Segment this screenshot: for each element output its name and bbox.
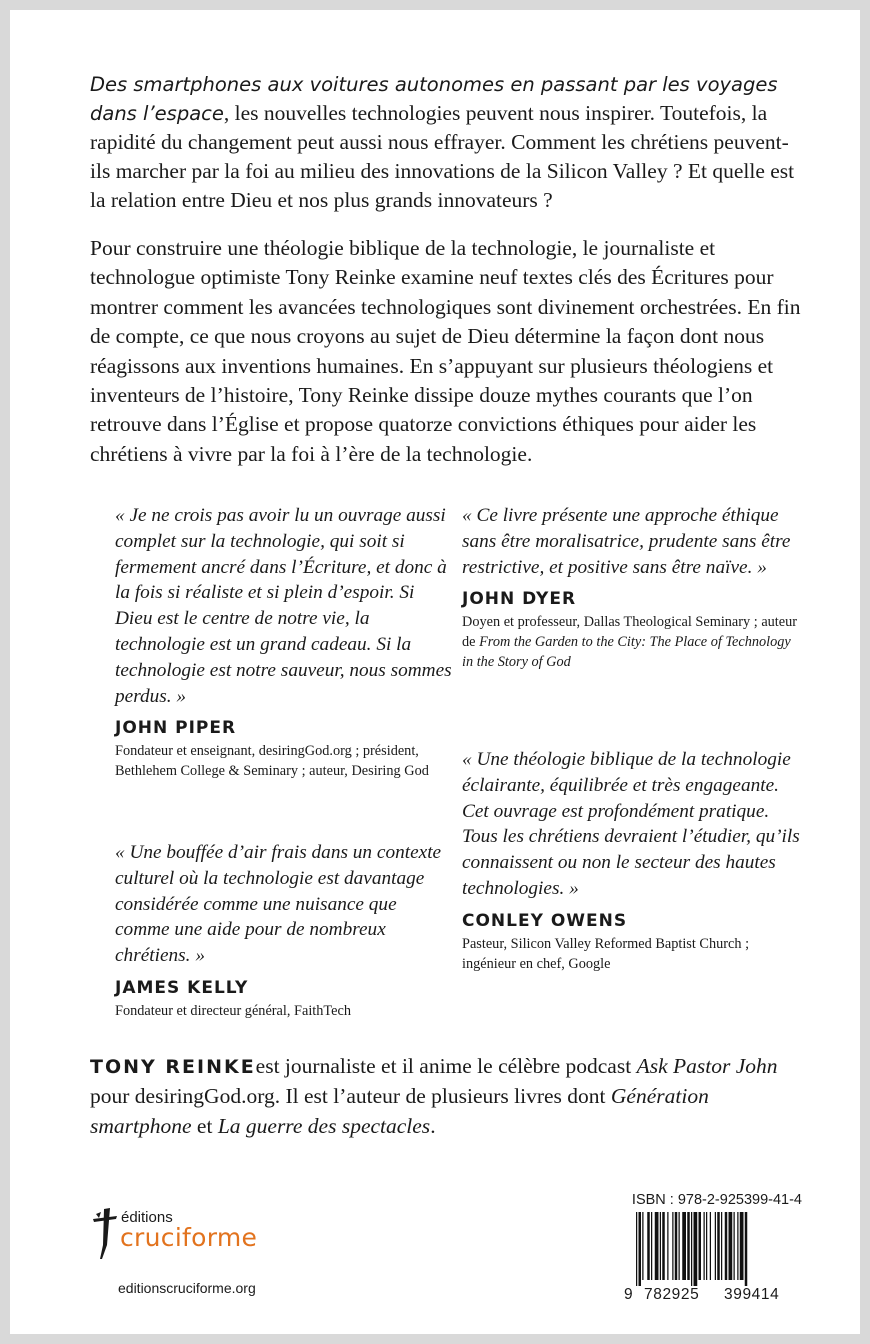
- barcode-bar: [682, 1212, 686, 1280]
- author-bio: [90, 1052, 802, 1141]
- barcode-bar: [734, 1212, 735, 1280]
- quote-role: Pasteur, Silicon Valley Reformed Baptist Church ; ingénieur en chef, Google: [462, 935, 750, 972]
- barcode-bar: [737, 1212, 738, 1280]
- isbn-label: ISBN : 978-2-925399-41-4: [631, 1192, 802, 1208]
- barcode-bar: [699, 1212, 702, 1280]
- barcode-digit-first: 9: [624, 1286, 633, 1303]
- role-prefix: Doyen et professeur, Dallas Theological Seminary ; auteur de: [462, 614, 798, 651]
- logo-brand-text: cruciforme: [120, 1223, 258, 1252]
- barcode-bar: [687, 1212, 690, 1280]
- book-title: Ask Pastor John: [636, 1054, 778, 1078]
- barcode-bar: [636, 1212, 637, 1286]
- publisher-logo: [90, 1205, 350, 1265]
- quote-role: Fondateur et directeur général, FaithTech: [115, 1002, 351, 1019]
- author-name: TONY REINKE: [90, 1056, 256, 1078]
- barcode-bar: [745, 1212, 748, 1286]
- barcode-bar: [662, 1212, 665, 1280]
- barcode-bar: [651, 1212, 652, 1280]
- quote-owens: [462, 747, 802, 974]
- barcode-bar: [740, 1212, 744, 1280]
- barcode-bar: [642, 1212, 643, 1280]
- barcode-bar: [694, 1212, 698, 1286]
- barcode-bar: [704, 1212, 705, 1280]
- quote-dyer: [462, 503, 802, 673]
- barcode-bar: [679, 1212, 680, 1280]
- intro-lead: Des smartphones aux voitures autonomes en passant par les voyages dans l’espace: [90, 73, 778, 125]
- barcode-bar: [675, 1212, 678, 1280]
- barcode-digits-right: 399414: [724, 1286, 780, 1303]
- bio-text: .: [430, 1113, 436, 1138]
- intro-paragraph: [90, 70, 802, 215]
- quote-text: « Une théologie biblique de la technologie éclairante, équilibrée et très engageante. Cet ouvrage est profondément pratique. Tous les chrétiens devraient l’étudier, qu’ils connaissent ou non le secteur des hautes technologies. »: [462, 749, 800, 899]
- quote-role: [462, 613, 802, 672]
- quote-text: « Une bouffée d’air frais dans un contexte culturel où la technologie est davantage considérée comme une nuisance que comme une aide pour de nombreux chrétiens. »: [115, 842, 442, 967]
- quote-author: JAMES KELLY: [115, 977, 249, 998]
- barcode-bar: [729, 1212, 733, 1280]
- quote-author: JOHN PIPER: [115, 718, 237, 739]
- barcode-icon: [624, 1212, 802, 1286]
- barcode-bar: [710, 1212, 711, 1280]
- barcode-bar: [715, 1212, 716, 1280]
- barcode-bar: [725, 1212, 728, 1280]
- bio-text: est journaliste et il anime le célèbre podcast: [255, 1054, 637, 1078]
- barcode-bar: [672, 1212, 673, 1280]
- barcode-area: [624, 1192, 802, 1308]
- intro-rest: , les nouvelles technologies peuvent nous inspirer. Toutefois, la rapidité du changement peut aussi nous effrayer. Comment les chrétiens peuvent-ils marcher par la foi au milieu des innovations de la Silicon Valley ? Et quelle est la relation entre Dieu et nos plus grands innovateurs ?: [90, 101, 795, 212]
- quote-role: Fondateur et enseignant, desiringGod.org ; président, Bethlehem College & Seminary ; auteur, Desiring God: [115, 743, 429, 780]
- barcode-bar: [706, 1212, 707, 1280]
- quote-author: CONLEY OWENS: [462, 910, 628, 931]
- book-title: Génération smartphone: [90, 1084, 709, 1138]
- quote-text: « Ce livre présente une approche éthique sans être moralisatrice, prudente sans être restrictive, et positive sans être naïve. »: [462, 505, 791, 578]
- barcode-bar: [647, 1212, 650, 1280]
- bio-text: pour desiringGod.org. Il est l’auteur de plusieurs livres dont: [90, 1084, 611, 1109]
- cross-mark-icon: [90, 1205, 120, 1261]
- barcode-digits-left: 782925: [644, 1286, 700, 1303]
- barcode-bar: [721, 1212, 722, 1280]
- book-title: La guerre des spectacles: [217, 1113, 431, 1138]
- bio-text: et: [191, 1113, 218, 1138]
- publisher-website: editionscruciforme.org: [118, 1280, 256, 1296]
- barcode-bar: [655, 1212, 659, 1280]
- barcode-bar: [667, 1212, 668, 1280]
- quote-text: « Je ne crois pas avoir lu un ouvrage aussi complet sur la technologie, qui soit si fermement ancré dans l’Écriture, et donc à la fois si réaliste et si plein d’espoir. Si Dieu est le centre de notre vie, la technologie est un grand cadeau. Si la technologie est notre sauveur, nous sommes perdus. »: [115, 505, 452, 707]
- quote-kelly: [115, 840, 455, 1022]
- barcode-bar: [691, 1212, 692, 1286]
- barcode-bar: [639, 1212, 642, 1286]
- quote-piper: [115, 503, 455, 782]
- barcode-bar: [660, 1212, 661, 1280]
- quote-author: JOHN DYER: [462, 589, 577, 610]
- back-cover: [10, 10, 860, 1334]
- logo-editions-text: éditions: [121, 1209, 173, 1226]
- description-paragraph: Pour construire une théologie biblique de la technologie, le journaliste et technologue optimiste Tony Reinke examine neuf textes clés des Écritures pour montrer comment les avancées technologiques sont divinement orchestrées. En fin de compte, ce que nous croyons au sujet de Dieu détermine la façon dont nous réagissons aux inventions humaines. En s’appuyant sur plusieurs théologiens et inventeurs de l’histoire, Tony Reinke dissipe douze mythes courants que l’on retrouve dans l’Église et propose quatorze convictions éthiques pour aider les chrétiens à vivre par la foi à l’ère de la technologie.: [90, 236, 801, 466]
- barcode-bar: [717, 1212, 720, 1280]
- book-title: From the Garden to the City: The Place of Technology in the Story of God: [462, 634, 791, 670]
